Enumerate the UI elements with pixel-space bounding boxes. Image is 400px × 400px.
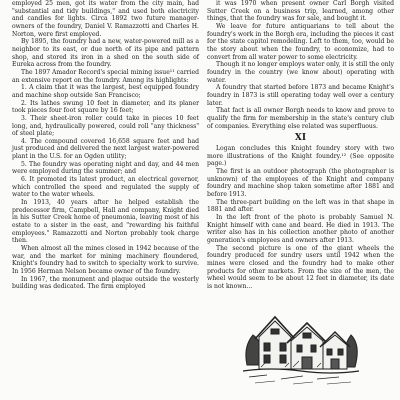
paragraph: In 1967, the monument and plaque outside the westerly building was dedicated. The firm employed	[12, 275, 199, 291]
paragraph: The three-part building on the left was in that shape in 1881 and after.	[207, 198, 394, 214]
section-heading: XI	[294, 133, 307, 144]
paragraph: In 1913, 40 years after he helped establish the predecessor firm, Campbell, Hall and company, Knight died in his Sutter Creek home of pneumonia, leaving most of his estate to a sister in the east, and "rewarding his faithful employees." Ramazzotti and Norton probably took charge then.	[12, 199, 199, 245]
left-column	[12, 0, 199, 400]
paragraph: When almost all the mines closed in 1942 because of the war, and the market for mining machinery floundered, Knight's foundry had to switch to specialty work to survive. In 1956 Herman Nelson became owner of the foundry.	[12, 245, 199, 275]
foundry-illustration	[241, 295, 361, 387]
list-item: 1. A claim that it was the largest, best equipped foundry and machine shop outside San Francisco;	[12, 84, 199, 99]
paragraph: The first is an outdoor photograph (the photographer is unknown) of the employees of the Knight and company foundry and machine shop taken sometime after 1881 and before 1913.	[207, 168, 394, 199]
list-item: 5. The foundry was operating night and day, and 44 men were employed during the summer; and	[12, 160, 199, 176]
two-column-layout	[12, 0, 394, 400]
paragraph: That fact is all owner Borgh needs to know and prove to qualify the firm for membership in the state's century club of companies. Everything else related was superfluous.	[207, 107, 394, 130]
list-item: 3. Their sheet-iron roller could take in pieces 10 feet long, and, hydraulically powered, could roll "any thickness" of steel plate;	[12, 114, 199, 138]
right-column	[207, 0, 394, 400]
paragraph: The 1897 Amador Record's special mining issue¹¹ carried an extensive report on the foundry. Among its highlights:	[12, 68, 199, 84]
paragraph: Logan concludes this Knight foundry story with two more illustrations of the Knight foundry.¹² (See opposite page.)	[207, 145, 394, 168]
paragraph: We leave for future antiquarians to tell about the foundry's work in the Borgh era, including the pieces it cast for the state capitol remodeling. Left to them, too, would be the story about when the foundry, to economize, had to convert from all water power to some electricity.	[207, 22, 394, 61]
paragraph: Though it no longer employs water only, it is still the only foundry in the country (we know about) operating with water.	[207, 61, 394, 84]
paragraph: By 1895, the foundry had a new, water-powered mill as a neighbor to its east, or due north of its pipe and pattern shop, and stored its iron in a shed on the south side of Eureka across from the foundry.	[12, 38, 199, 69]
paragraph: The second picture is one of the giant wheels the foundry produced for sundry users until 1942 when the mines were closed and the foundry had to make other products for other markets. From the size of the men, the wheel would seem to be about 12 feet in diameter, its date is not known...	[207, 244, 394, 290]
paragraph: In the left front of the photo is probably Samuel N. Knight himself with cane and beard. He died in 1913. The writer also has in his collection another photo of another generation's employees and owners after 1913.	[207, 214, 394, 245]
list-item: 2. Its lathes swung 10 feet in diameter, and its planer took pieces four foot square by 16 feet;	[12, 99, 199, 115]
paragraph: it was 1970 when present owner Carl Borgh visited Sutter Creek on a business trip, learned, among other things, that the foundry was for sale, and bought it.	[207, 0, 394, 23]
paragraph: A foundry that started before 1873 and became Knight's foundry in 1873 is still operating today well over a century later.	[207, 84, 394, 107]
list-item: 4. The compound covered 16,658 square feet and had just produced and delivered the next largest water-powered plant in the U.S. for an Ogden utility;	[12, 137, 199, 161]
paragraph: employed 25 men, got its water from the city main, had "substantial and tidy buildings," and used both electricity and candles for lights. Circa 1892 two future manager-owners of the foundry, Daniel V. Ramazzotti and Charles H. Norton, were first employed.	[12, 0, 199, 38]
list-item: 6. It promoted its latest product, an electrical governor, which controlled the speed and regulated the supply of water to the water wheels.	[12, 176, 199, 199]
